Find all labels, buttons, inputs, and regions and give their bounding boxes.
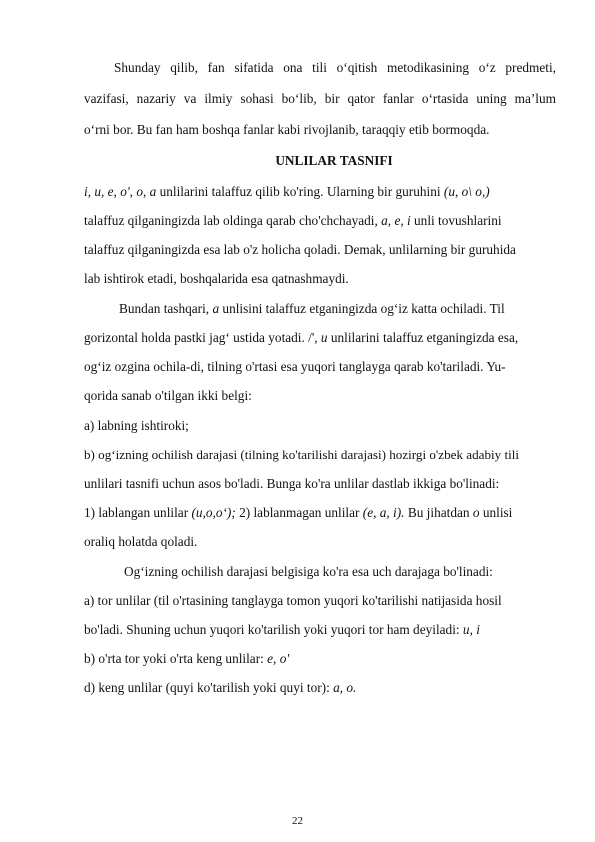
italic-letters: u, i xyxy=(462,622,480,637)
text-run: Bu jihatdan xyxy=(404,505,473,520)
list-item: b) og‘izning ochilish darajasi (tilning ko'tarilishi darajasi) hozirgi o'zbek adabiy tili xyxy=(84,447,520,462)
page-number: 22 xyxy=(292,815,303,827)
paragraph-line: o‘rni bor. Bu fan ham boshqa fanlar kabi rivojlanib, taraqqiy etib bormoqda. xyxy=(84,122,490,137)
list-item xyxy=(84,651,556,667)
italic-letters: i, u, e, o', o, a xyxy=(84,184,157,199)
text-run: unlilarini talaffuz qilib ko'ring. Ularning bir guruhini xyxy=(156,184,444,199)
section-heading: UNLILAR TASNIFI xyxy=(275,153,393,168)
italic-letters: u xyxy=(320,330,328,345)
list-item: a) tor unlilar (til o'rtasining tanglayga tomon yuqori ko'tarilishi natijasida hosil xyxy=(84,593,502,608)
list-item: oraliq holatda qoladi. xyxy=(84,534,198,549)
text-run: 1) lablangan unlilar xyxy=(84,505,192,520)
italic-letters: e, o' xyxy=(267,651,290,666)
italic-letters: (u, o\ o,) xyxy=(443,184,490,199)
paragraph-line: Shunday qilib, fan sifatida ona tili o‘qitish metodikasining o‘z predmeti, xyxy=(114,60,556,75)
text-run: unli tovushlarini xyxy=(410,213,502,228)
paragraph-line: vazifasi, nazariy va ilmiy sohasi bo‘lib, bir qator fanlar o‘rtasida uning ma’lum xyxy=(84,91,556,106)
paragraph-line xyxy=(84,330,556,346)
paragraph-line: og‘iz ozgina ochila-di, tilning o'rtasi esa yuqori tanglayga qarab ko'tariladi. Yu- xyxy=(84,359,506,374)
text-run: bo'ladi. Shuning uchun yuqori ko'tarilish yoki yuqori tor ham deyiladi: xyxy=(84,622,463,637)
italic-letters: (u,o,o‘); xyxy=(191,505,236,520)
paragraph-line: talaffuz qilganingizda esa lab o'z holicha qoladi. Demak, unlilarning bir guruhida xyxy=(84,242,516,257)
paragraph-line xyxy=(119,301,591,317)
list-item: a) labning ishtiroki; xyxy=(84,418,189,433)
paragraph-line: qorida sanab o'tilgan ikki belgi: xyxy=(84,388,252,403)
list-item xyxy=(84,680,556,696)
list-item xyxy=(84,622,556,638)
list-item: unlilari tasnifi uchun asos bo'ladi. Bunga ko'ra unlilar dastlab ikkiga bo'linadi: xyxy=(84,476,500,491)
italic-letters: (e, a, i). xyxy=(362,505,405,520)
text-run: unlisini talaffuz etganingizda og‘iz katta ochiladi. Til xyxy=(219,301,505,316)
paragraph-line: lab ishtirok etadi, boshqalarida esa qatnashmaydi. xyxy=(84,271,349,286)
paragraph-line: Og‘izning ochilish darajasi belgisiga ko'ra esa uch darajaga bo'linadi: xyxy=(124,564,493,579)
text-run: b) o'rta tor yoki o'rta keng unlilar: xyxy=(84,651,268,666)
text-run: Bundan tashqari, xyxy=(119,301,213,316)
text-run: 2) lablanmagan unlilar xyxy=(235,505,363,520)
text-run: talaffuz qilganingizda lab oldinga qarab cho'chchayadi, xyxy=(84,213,382,228)
paragraph-line xyxy=(84,213,556,229)
italic-letters: o xyxy=(472,505,480,520)
text-run: unlisi xyxy=(479,505,513,520)
italic-letters: a, o. xyxy=(333,680,357,695)
text-run: gorizontal holda pastki jag‘ ustida yotadi. /', xyxy=(84,330,321,345)
italic-letters: a, e, i xyxy=(381,213,411,228)
list-item xyxy=(84,505,556,521)
text-run: d) keng unlilar (quyi ko'tarilish yoki quyi tor): xyxy=(84,680,334,695)
text-run: unlilarini talaffuz etganingizda esa, xyxy=(327,330,519,345)
paragraph-line xyxy=(84,184,556,200)
italic-letters: a xyxy=(212,301,220,316)
